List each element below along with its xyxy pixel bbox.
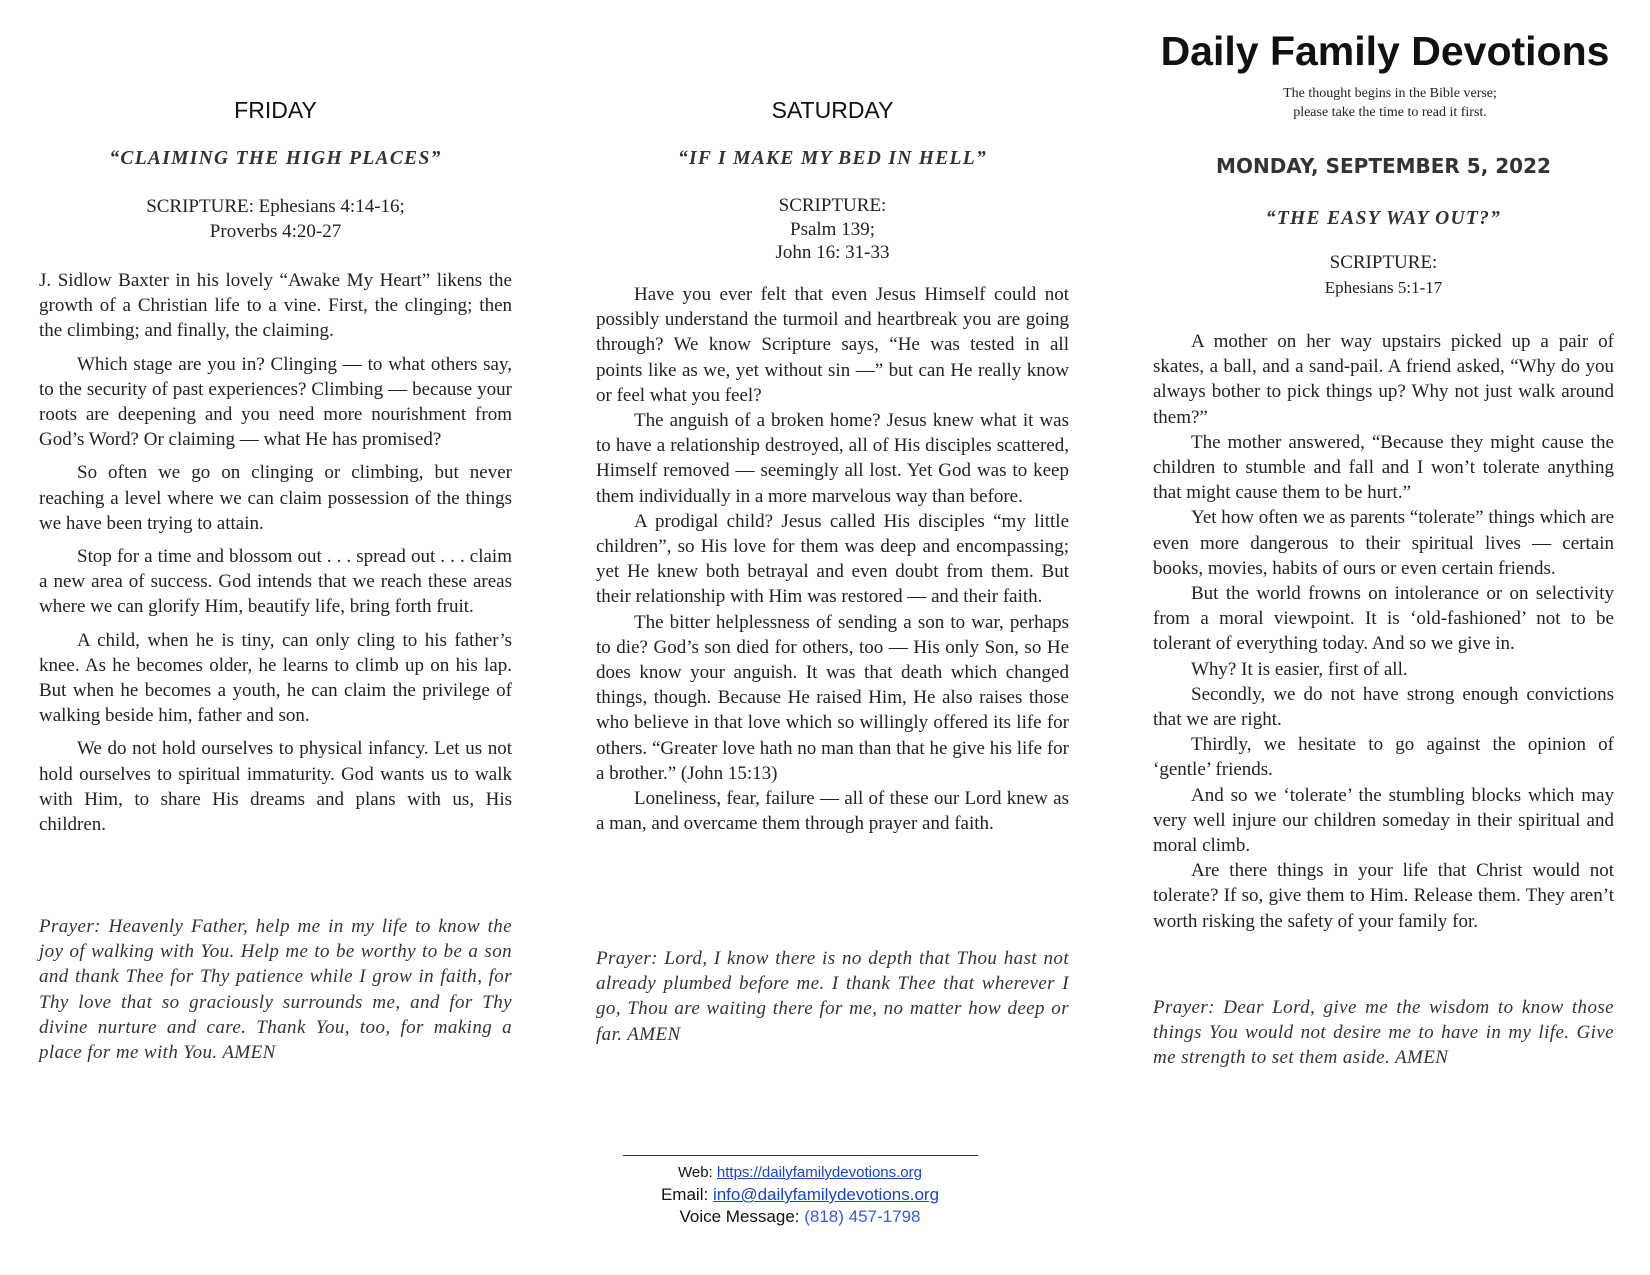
friday-prayer: Prayer: Heavenly Father, help me in my life to know the joy of walking with You. Help me to be worthy to be a son and thank Thee for Thy patience while I grow in faith, for Thy love that so graciously surrounds me, and for Thy divine nurture and care. Thank You, too, for making a place for me with You. AMEN — [39, 916, 512, 1064]
monday-prayer: Prayer: Dear Lord, give me the wisdom to know those things You would not desire me to have in my life. Give me strength to set them aside. AMEN — [1153, 997, 1614, 1069]
saturday-paragraph-2: The anguish of a broken home? Jesus knew what it was to have a relationship destroyed, all of His disciples scattered, Himself removed — seemingly all lost. Yet God was to keep them individually in a more marvelous way than before. — [596, 410, 1069, 507]
monday-paragraph-2: The mother answered, “Because they might cause the children to stumble and fall and I won’t tolerate anything that might cause them to be hurt.” — [1153, 431, 1614, 504]
monday-paragraph-7: Thirdly, we hesitate to go against the opinion of ‘gentle’ friends. — [1153, 734, 1614, 781]
monday-paragraph-9: Are there things in your life that Christ would not tolerate? If so, give them to Him. Release them. They aren’t worth risking the safety of your family for. — [1153, 860, 1614, 932]
friday-paragraph-2: Which stage are you in? Clinging — to what others say, to the security of past experiences? Climbing — because your roots are deepening and you need more nourishment from God’s Word? Or claiming — what He has promised? — [39, 353, 512, 451]
saturday-paragraph-4: The bitter helplessness of sending a son to war, perhaps to die? God’s son died for others, too — His only Son, so He does know your anguish. It was that death which changed things, though. Because He raised Him, He also raises those who believe in that love which so willingly offered its life for others. “Greater love hath no man than that he give his life for a brother.” (John 15:13) — [596, 611, 1069, 784]
voice-label: Voice Message: — [679, 1207, 805, 1226]
friday-heading: FRIDAY — [234, 97, 317, 123]
monday-paragraph-8: And so we ‘tolerate’ the stumbling blocks which may very well injure our children someday in their spiritual and moral climb. — [1153, 784, 1614, 857]
saturday-scripture-line2: Psalm 139; — [790, 218, 875, 240]
web-label: Web: — [677, 1164, 717, 1181]
saturday-heading: SATURDAY — [771, 97, 894, 123]
monday-paragraph-3: Yet how often we as parents “tolerate” things which are even more dangerous to their spiritual lives — certain books, movies, habits of ours or even certain friends. — [1153, 507, 1614, 579]
friday-body — [39, 268, 512, 845]
tagline — [1150, 84, 1630, 122]
saturday-body — [596, 282, 1069, 836]
monday-body — [1153, 329, 1614, 934]
friday-paragraph-4: Stop for a time and blossom out . . . spread out . . . claim a new area of success. God intends that we reach these areas where we can glorify Him, beautify life, bring forth fruit. — [39, 546, 512, 618]
brand-title: Daily Family Devotions — [1160, 28, 1610, 74]
friday-paragraph-6: We do not hold ourselves to physical infancy. Let us not hold ourselves to spiritual immaturity. God wants us to walk with Him, to share His dreams and plans with us, His children. — [39, 738, 512, 836]
saturday-paragraph-1: Have you ever felt that even Jesus Himself could not possibly understand the turmoil and heartbreak you are going through? We know Scripture says, “He was tested in all points like as we, yet without sin —” but can He really know or feel what you feel? — [596, 284, 1069, 406]
footer-email-line — [620, 1184, 980, 1206]
saturday-scripture — [596, 194, 1069, 265]
monday-paragraph-5: Why? It is easier, first of all. — [1191, 658, 1408, 680]
monday-scripture-line1: SCRIPTURE: — [1329, 252, 1438, 273]
footer-web-line — [620, 1162, 980, 1184]
monday-title: “THE EASY WAY OUT?” — [1265, 208, 1502, 229]
voice-number[interactable]: (818) 457-1798 — [804, 1207, 921, 1226]
monday-paragraph-4: But the world frowns on intolerance or on selectivity from a moral viewpoint. It is ‘old-fashioned’ not to be tolerant of everything today. And so we give in. — [1153, 583, 1614, 655]
saturday-paragraph-5: Loneliness, fear, failure — all of these our Lord knew as a man, and overcame them through prayer and faith. — [596, 788, 1069, 835]
monday-paragraph-1: A mother on her way upstairs picked up a pair of skates, a ball, and a sand-pail. A friend asked, “Why do you always bother to pick things up? Why not just walk around them?” — [1153, 331, 1614, 428]
friday-paragraph-5: A child, when he is tiny, can only cling to his father’s knee. As he becomes older, he learns to climb up on his lap. But when he becomes a youth, he can claim the privilege of walking beside him, father and son. — [39, 629, 512, 727]
saturday-scripture-line3: John 16: 31-33 — [775, 242, 890, 263]
email-label: Email: — [660, 1185, 713, 1204]
friday-paragraph-1: J. Sidlow Baxter in his lovely “Awake My Heart” likens the growth of a Christian life to a vine. First, the clinging; then the climbing; and finally, the claiming. — [39, 270, 512, 342]
friday-scripture — [39, 194, 512, 244]
saturday-paragraph-3: A prodigal child? Jesus called His disciples “my little children”, so His love for them was deep and encompassing; yet He knew both betrayal and even doubt from them. But their relationship with Him was restored — and their faith. — [596, 510, 1069, 608]
friday-scripture-line2: Proverbs 4:20-27 — [209, 221, 342, 242]
footer-voice-line — [620, 1206, 980, 1228]
friday-paragraph-3: So often we go on clinging or climbing, but never reaching a level where we can claim possession of the things we have been trying to attain. — [39, 462, 512, 534]
monday-date: MONDAY, SEPTEMBER 5, 2022 — [1216, 154, 1551, 178]
friday-scripture-line1: SCRIPTURE: Ephesians 4:14-16; — [146, 196, 405, 217]
tagline-line2: please take the time to read it first. — [1293, 105, 1487, 120]
email-link[interactable]: info@dailyfamilydevotions.org — [712, 1185, 940, 1204]
saturday-title: “IF I MAKE MY BED IN HELL” — [677, 148, 988, 169]
monday-paragraph-6: Secondly, we do not have strong enough convictions that we are right. — [1153, 683, 1614, 731]
contact-footer — [620, 1155, 980, 1228]
saturday-prayer: Prayer: Lord, I know there is no depth that Thou hast not already plumbed before me. I thank Thee that wherever I go, Thou are waiting there for me, no matter how deep or far. AMEN — [596, 948, 1069, 1045]
monday-scripture-line2: Ephesians 5:1-17 — [1324, 278, 1443, 297]
saturday-scripture-line1: SCRIPTURE: — [778, 195, 887, 216]
footer-divider — [623, 1155, 978, 1156]
tagline-line1: The thought begins in the Bible verse; — [1283, 86, 1497, 101]
friday-title: “CLAIMING THE HIGH PLACES” — [109, 148, 442, 169]
web-link[interactable]: https://dailyfamilydevotions.org — [716, 1164, 922, 1181]
monday-scripture — [1153, 250, 1614, 300]
